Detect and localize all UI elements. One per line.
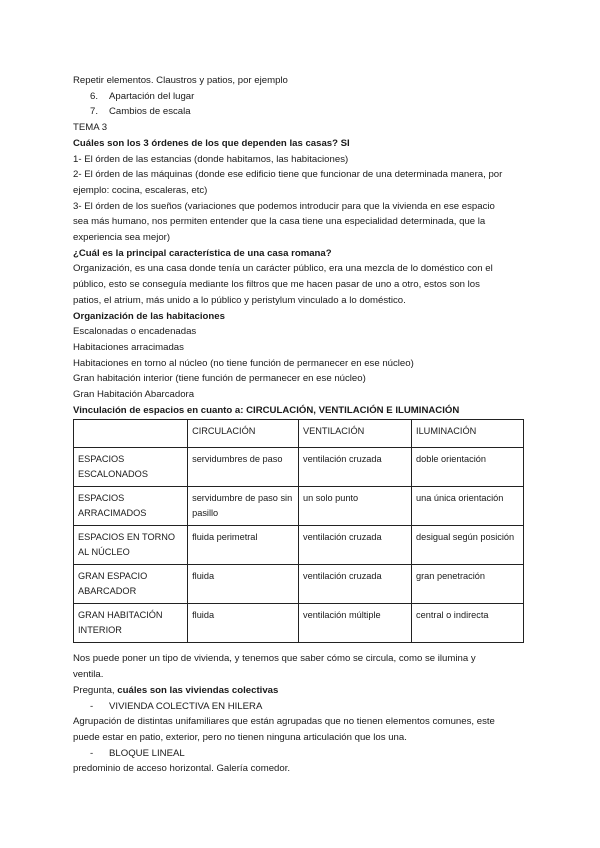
table-row xyxy=(74,526,524,565)
section-title: TEMA 3 xyxy=(73,122,108,134)
table-cell: ESPACIOS ARRACIMADOS xyxy=(74,487,188,526)
table-cell: un solo punto xyxy=(298,487,411,526)
table-header-cell: ILUMINACIÓN xyxy=(412,420,524,448)
table-cell: servidumbres de paso xyxy=(188,448,299,487)
bullet-item xyxy=(73,699,529,715)
table-cell: desigual según posición xyxy=(412,526,524,565)
table-cell: doble orientación xyxy=(412,448,524,487)
text-line: Habitaciones arracimadas xyxy=(73,341,184,353)
text-line: patios, el atrium, más unido a lo público y peristylum vinculado a lo doméstico. xyxy=(73,294,406,306)
document-page xyxy=(73,73,529,777)
table-header-cell xyxy=(74,420,188,448)
subheading: Organización de las habitaciones xyxy=(73,310,225,322)
table-cell: una única orientación xyxy=(412,487,524,526)
bullet-text: BLOQUE LINEAL xyxy=(109,747,185,759)
table-cell: ventilación múltiple xyxy=(298,604,411,643)
text-line: Agrupación de distintas unifamiliares que están agrupadas que no tienen elementos comunes, este xyxy=(73,716,495,728)
bullet-dash: - xyxy=(90,700,94,712)
text-line: predominio de acceso horizontal. Galería comedor. xyxy=(73,763,291,775)
table-cell: ventilación cruzada xyxy=(298,526,411,565)
text-line: 2- El órden de las máquinas (donde ese edificio tiene que funcionar de una determinada manera, por xyxy=(73,169,503,181)
text-line: sea más humano, nos permiten entender que la casa tiene una especialidad determinada, que la xyxy=(73,216,486,228)
numbered-item xyxy=(73,104,529,120)
table-header-cell: CIRCULACIÓN xyxy=(188,420,299,448)
table-cell: ventilación cruzada xyxy=(298,448,411,487)
table-cell: GRAN ESPACIO ABARCADOR xyxy=(74,565,188,604)
subheading: Vinculación de espacios en cuanto a: CIRCULACIÓN, VENTILACIÓN E ILUMINACIÓN xyxy=(73,404,460,416)
text-line: Gran Habitación Abarcadora xyxy=(73,389,195,401)
table-cell: gran penetración xyxy=(412,565,524,604)
numbered-item xyxy=(73,89,529,105)
table-cell: fluida xyxy=(188,565,299,604)
text-line: Organización, es una casa donde tenía un carácter público, era una mezcla de lo doméstico con el xyxy=(73,263,493,275)
bullet-item xyxy=(73,746,529,762)
table-cell: fluida perimetral xyxy=(188,526,299,565)
table-cell: ESPACIOS ESCALONADOS xyxy=(74,448,188,487)
table-cell: GRAN HABITACIÓN INTERIOR xyxy=(74,604,188,643)
question-heading: ¿Cuál es la principal característica de una casa romana? xyxy=(73,247,332,259)
table-cell: servidumbre de paso sin pasillo xyxy=(188,487,299,526)
table-cell: ESPACIOS EN TORNO AL NÚCLEO xyxy=(74,526,188,565)
vinculacion-table xyxy=(73,419,524,643)
question-line xyxy=(73,683,529,699)
item-number: 7. xyxy=(90,106,99,118)
table-row xyxy=(74,604,524,643)
item-text: Cambios de escala xyxy=(109,106,191,118)
text-line: 1- El órden de las estancias (donde habitamos, las habitaciones) xyxy=(73,153,349,165)
text-line: puede estar en patio, exterior, pero no tienen ninguna articulación que los una. xyxy=(73,731,407,743)
table-cell: central o indirecta xyxy=(412,604,524,643)
bullet-text: VIVIENDA COLECTIVA EN HILERA xyxy=(109,700,263,712)
table-row xyxy=(74,448,524,487)
bullet-dash: - xyxy=(90,747,94,759)
text-line: Habitaciones en torno al núcleo (no tiene función de permanecer en ese núcleo) xyxy=(73,357,414,369)
item-number: 6. xyxy=(90,90,99,102)
table-cell: fluida xyxy=(188,604,299,643)
table-row xyxy=(74,565,524,604)
text-line: Gran habitación interior (tiene función de permanecer en ese núcleo) xyxy=(73,373,366,385)
text-line: ventila. xyxy=(73,669,104,681)
table-row xyxy=(74,487,524,526)
text-line: Nos puede poner un tipo de vivienda, y tenemos que saber cómo se circula, como se ilumina y xyxy=(73,653,476,665)
question-prefix: Pregunta, xyxy=(73,684,118,696)
table-cell: ventilación cruzada xyxy=(298,565,411,604)
text-line: Repetir elementos. Claustros y patios, por ejemplo xyxy=(73,75,288,86)
item-text: Apartación del lugar xyxy=(109,90,195,102)
question-heading: Cuáles son los 3 órdenes de los que dependen las casas? SI xyxy=(73,137,350,149)
text-line: 3- El órden de los sueños (variaciones que podemos introducir para que la vivienda en ese espacio xyxy=(73,200,495,212)
table-header-cell: VENTILACIÓN xyxy=(298,420,411,448)
text-line: ejemplo: cocina, escaleras, etc) xyxy=(73,184,208,196)
text-line: Escalonadas o encadenadas xyxy=(73,326,197,338)
text-line: experiencia sea mejor) xyxy=(73,232,171,244)
text-line: público, esto se conseguía mediante los filtros que me hacen pasar de uno a otro, estos son los xyxy=(73,279,480,291)
table-header-row xyxy=(74,420,524,448)
question-bold: cuáles son las viviendas colectivas xyxy=(117,684,279,696)
